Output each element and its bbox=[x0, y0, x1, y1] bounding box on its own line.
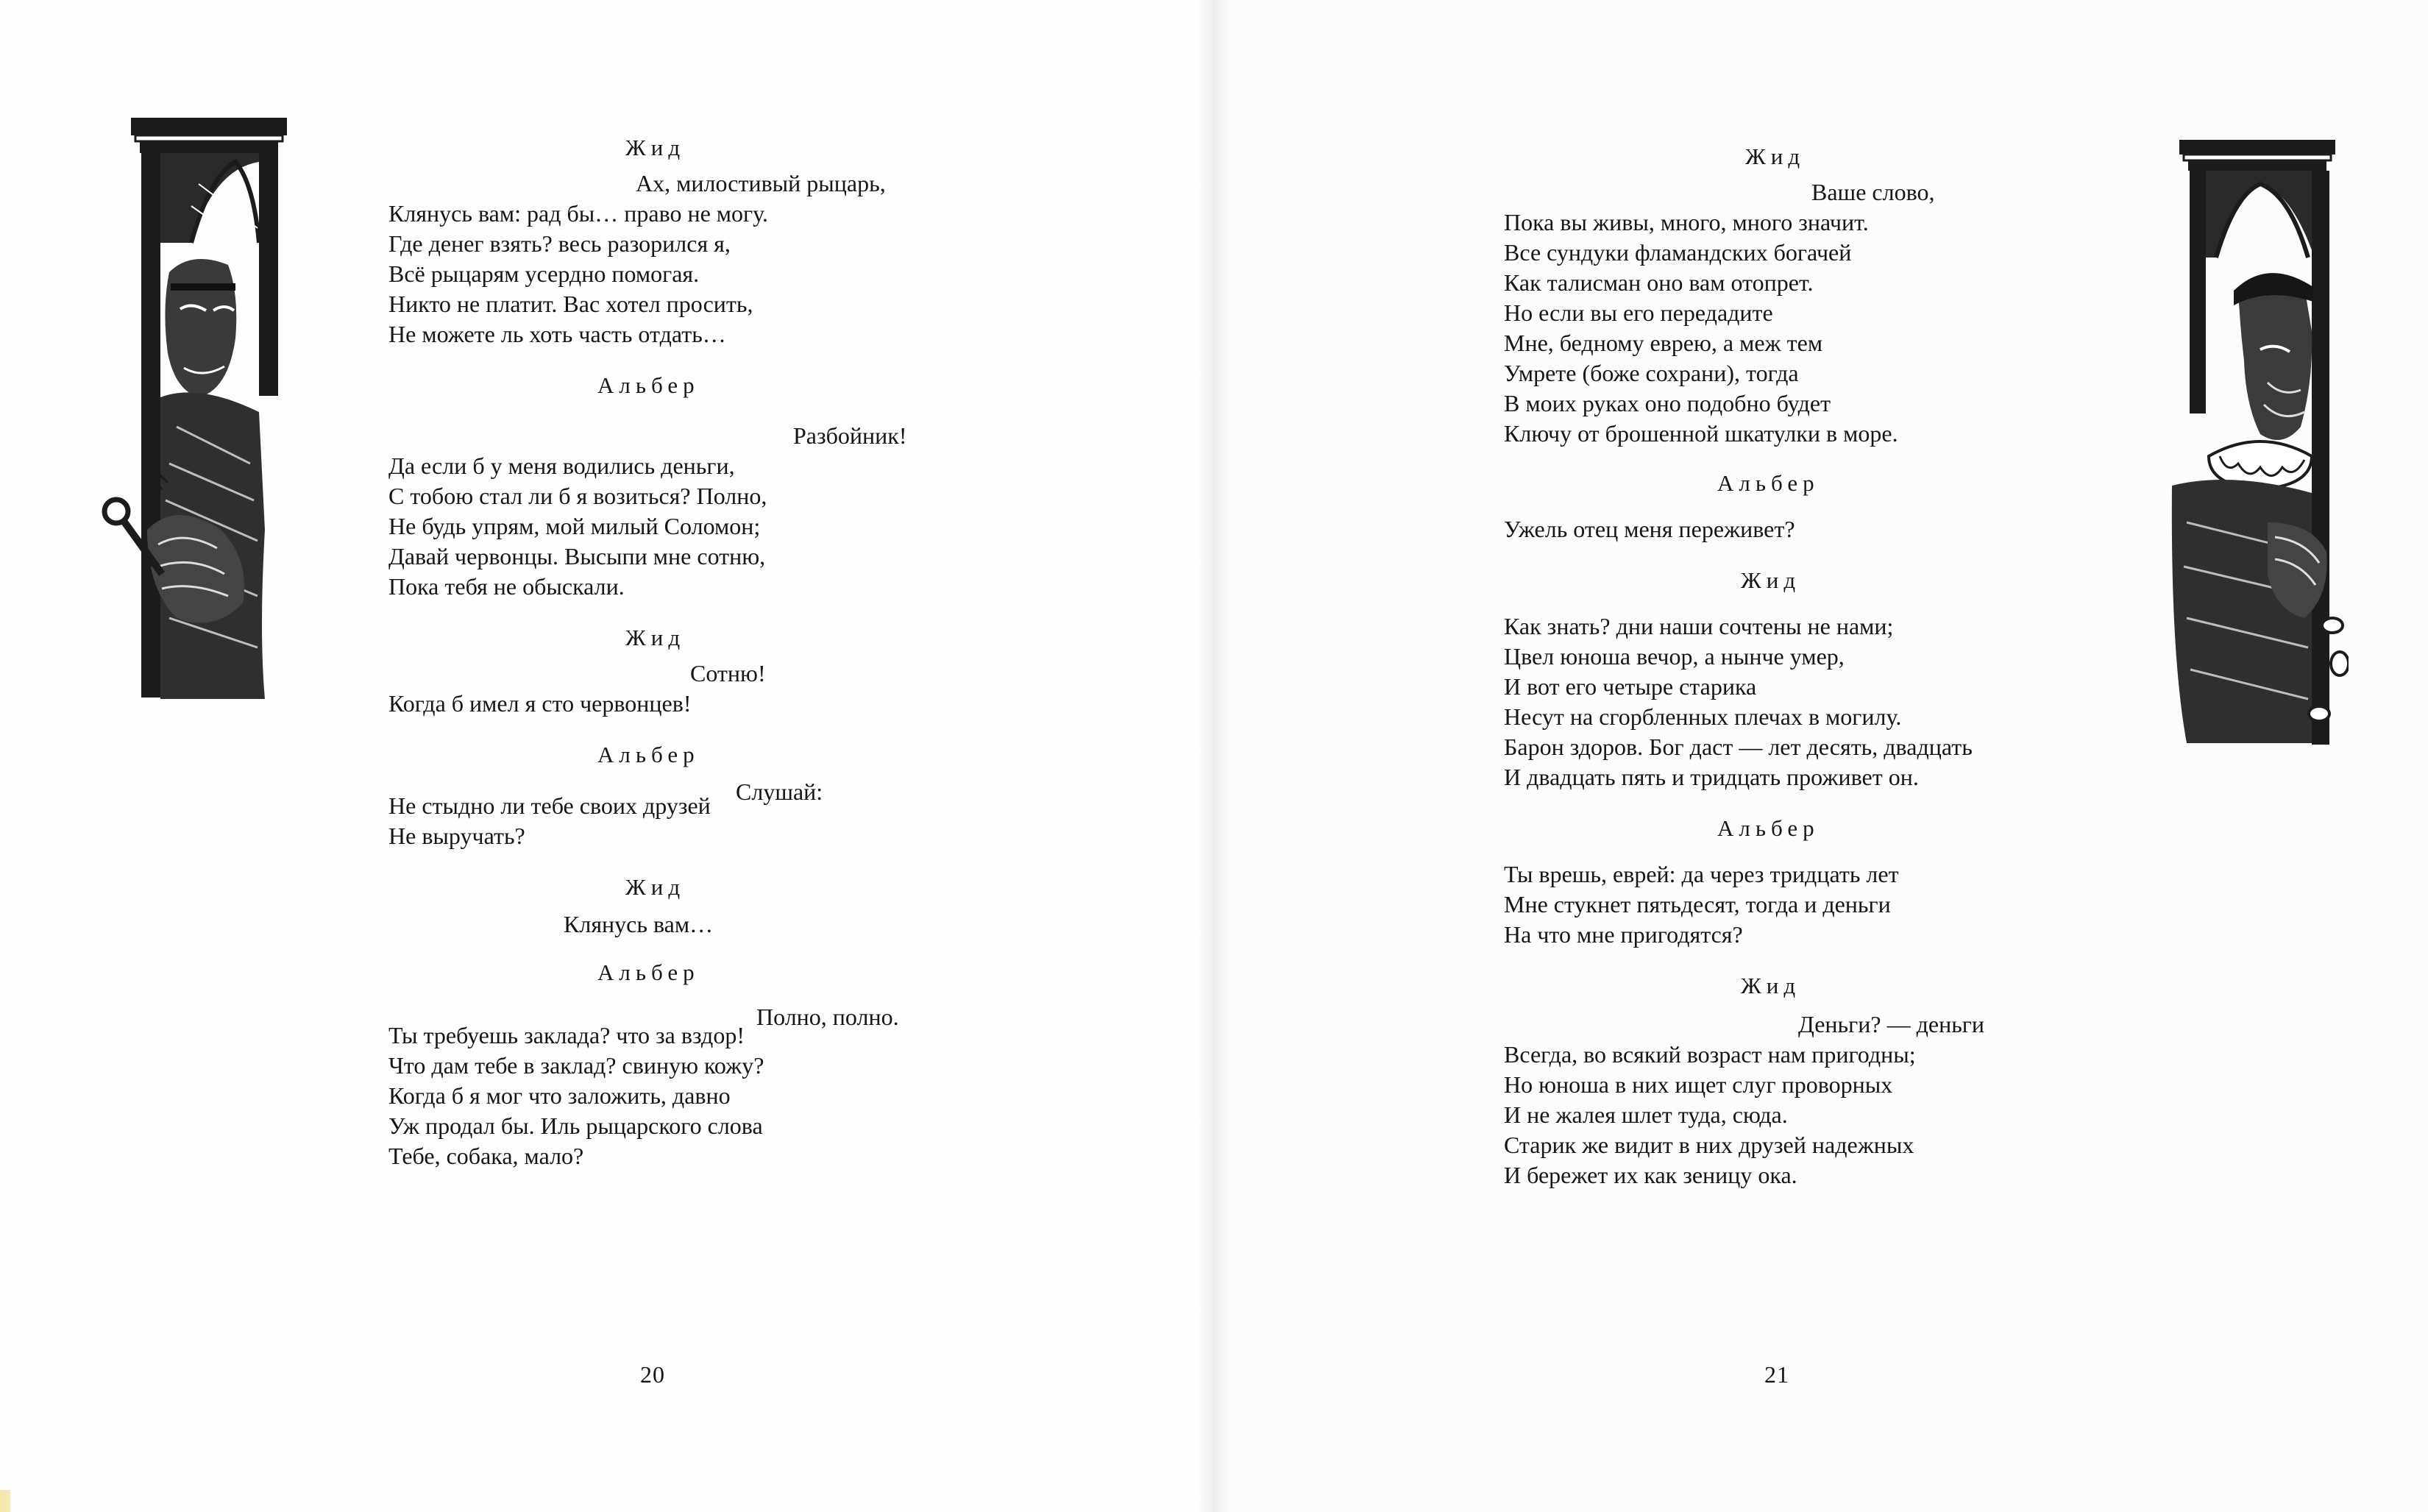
verse-line: Пока тебя не обыскали. bbox=[388, 573, 625, 600]
verse-line: На что мне пригодятся? bbox=[1504, 921, 1743, 948]
verse-line: Старик же видит в них друзей надежных bbox=[1504, 1132, 1914, 1158]
left-pillar bbox=[141, 153, 160, 698]
speaker-name: Жид bbox=[625, 625, 686, 650]
speaker-name: Альбер bbox=[1717, 815, 1820, 841]
verse-line: Уж продал бы. Иль рыцарского слова bbox=[388, 1112, 763, 1139]
verse-line: Не выручать? bbox=[388, 823, 525, 849]
verse-line: Всё рыцарям усердно помогая. bbox=[388, 260, 700, 287]
verse-line: Не стыдно ли тебе своих друзей bbox=[388, 792, 711, 819]
right-pillar bbox=[2312, 171, 2329, 745]
cue-line: Клянусь вам… bbox=[564, 911, 714, 937]
speaker-name: Жид bbox=[625, 874, 686, 900]
verse-line: Несут на сгорбленных плечах в могилу. bbox=[1504, 703, 1902, 730]
verse-line: Когда б имел я сто червонцев! bbox=[388, 690, 692, 717]
verse-line: Не можете ль хоть часть отдать… bbox=[388, 321, 726, 347]
verse-left bbox=[388, 132, 907, 1171]
speaker-name: Альбер bbox=[597, 959, 700, 985]
verse-line: Ты требуешь заклада? что за вздор! bbox=[388, 1022, 745, 1048]
cue-line: Ах, милостивый рыцарь, bbox=[636, 170, 886, 196]
verse-line: Мне стукнет пятьдесят, тогда и деньги bbox=[1504, 891, 1891, 918]
book-gutter bbox=[1198, 0, 1230, 1512]
speaker-name: Альбер bbox=[597, 742, 700, 767]
figure-head bbox=[165, 259, 236, 397]
verse-line: Ключу от брошенной шкатулки в море. bbox=[1504, 420, 1898, 447]
cue-line: Ваше слово, bbox=[1811, 179, 1935, 205]
lintel bbox=[131, 118, 287, 135]
verse-line: Но если вы его передадите bbox=[1504, 299, 1773, 326]
speaker-name: Жид bbox=[1741, 973, 1801, 998]
verse-line: Но юноша в них ищет слуг проворных bbox=[1504, 1071, 1893, 1098]
woodcut-illustration-right bbox=[2157, 140, 2349, 773]
right-pillar bbox=[259, 153, 278, 396]
page-number-right: 21 bbox=[1764, 1361, 1789, 1388]
verse-line: И вот его четыре старика bbox=[1504, 673, 1757, 700]
verse-line: Никто не платит. Вас хотел просить, bbox=[388, 291, 753, 317]
speaker-name: Альбер bbox=[597, 372, 700, 398]
verse-line: Не будь упрям, мой милый Соломон; bbox=[388, 513, 761, 539]
verse-line: Давай червонцы. Высыпи мне сотню, bbox=[388, 543, 766, 569]
woodcut-illustration-left bbox=[88, 118, 309, 706]
verse-line: И не жалея шлет туда, сюда. bbox=[1504, 1101, 1788, 1128]
verse-line: Как талисман оно вам отопрет. bbox=[1504, 269, 1814, 296]
cue-line: Деньги? — деньги bbox=[1798, 1011, 1985, 1037]
verse-line: Пока вы живы, много, много значит. bbox=[1504, 209, 1869, 235]
verse-line: Ужель отец меня переживет? bbox=[1504, 516, 1795, 542]
speaker-name: Жид bbox=[625, 135, 686, 160]
cue-line: Сотню! bbox=[690, 660, 766, 686]
cue-line: Слушай: bbox=[736, 778, 823, 805]
page-number-left: 20 bbox=[640, 1361, 665, 1388]
verse-right bbox=[1504, 141, 1984, 1190]
verse-line: Да если б у меня водились деньги, bbox=[388, 452, 735, 479]
verse-line: Когда б я мог что заложить, давно bbox=[388, 1082, 731, 1109]
verse-line: С тобою стал ли б я возиться? Полно, bbox=[388, 483, 767, 509]
verse-line: В моих руках оно подобно будет bbox=[1504, 390, 1831, 416]
verse-line: Мне, бедному еврею, а меж тем bbox=[1504, 330, 1823, 356]
verse-line: Цвел юноша вечор, а нынче умер, bbox=[1504, 643, 1845, 670]
verse-line: Умрете (боже сохрани), тогда bbox=[1504, 360, 1799, 386]
verse-line: Клянусь вам: рад бы… право не могу. bbox=[388, 200, 768, 227]
verse-line: Что дам тебе в заклад? свиную кожу? bbox=[388, 1052, 764, 1079]
verse-line: Как знать? дни наши сочтены не нами; bbox=[1504, 613, 1894, 639]
cue-line: Разбойник! bbox=[793, 422, 907, 449]
verse-line: Все сундуки фламандских богачей bbox=[1504, 239, 1852, 266]
speaker-name: Жид bbox=[1741, 567, 1801, 593]
corner-sticker bbox=[0, 1490, 10, 1512]
figure-head bbox=[2238, 276, 2312, 440]
right-page bbox=[1214, 0, 2428, 1512]
speaker-name: Альбер bbox=[1717, 470, 1820, 496]
cue-line: Полно, полно. bbox=[756, 1004, 899, 1030]
speaker-name: Жид bbox=[1745, 143, 1806, 169]
verse-line: Тебе, собака, мало? bbox=[388, 1143, 584, 1169]
verse-line: И бережет их как зеницу ока. bbox=[1504, 1162, 1797, 1188]
verse-line: И двадцать пять и тридцать проживет он. bbox=[1504, 764, 1919, 790]
verse-line: Где денег взять? весь разорился я, bbox=[388, 230, 731, 257]
verse-line: Барон здоров. Бог даст — лет десять, двадцать bbox=[1504, 734, 1973, 760]
verse-line: Ты врешь, еврей: да через тридцать лет bbox=[1504, 861, 1899, 887]
lintel bbox=[2179, 140, 2335, 155]
left-pillar bbox=[2190, 171, 2206, 414]
verse-line: Всегда, во всякий возраст нам пригодны; bbox=[1504, 1041, 1916, 1068]
